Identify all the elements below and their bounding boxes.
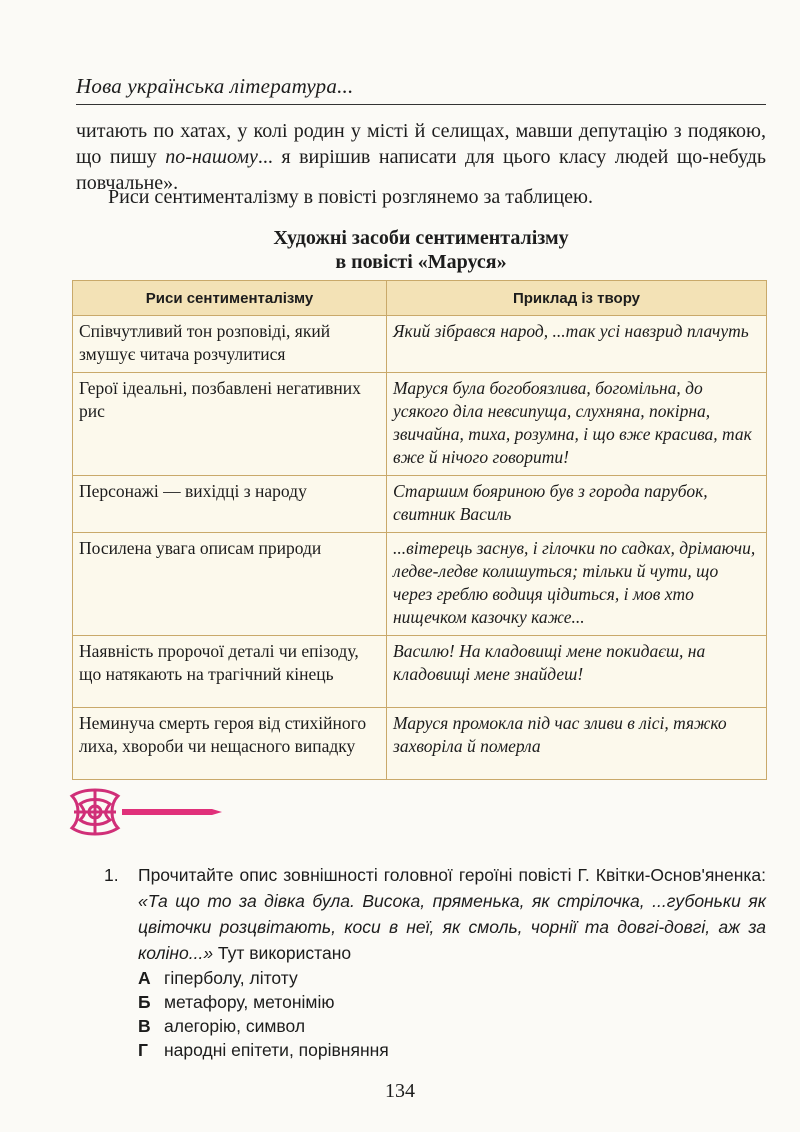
trait-cell: Наявність пророчої деталі чи епізоду, що натякають на трагічний кінець [73,636,387,708]
example-cell: Маруся промокла під час зливи в лісі, тяжко захворіла й померла [387,708,767,780]
question-text: Прочитайте опис зовнішності головної героїні повісті Г. Квітки-Основ'яненка: «Та що то за дівка була. Висока, пряменька, як стрілочка, ...губоньки як цвіточки розцвітають, коси в неї, як смоль, чорнії та довгі-довгі, аж за коліно...» Тут використано [138,865,766,963]
paragraph-lead: Риси сентименталізму в повісті розглянемо за таблицею. [108,186,593,208]
example-cell: Який зібрався народ, ...так усі навзрид плачуть [387,316,767,373]
answer-options [138,966,389,1062]
sentimentalism-table [72,280,767,780]
table-row [73,636,767,708]
trait-cell: Співчутливий тон розповіді, який змушує читача розчулитися [73,316,387,373]
question-number: 1. [104,865,119,885]
example-cell: ...вітерець заснув, і гілочки по садках, дрімаючи, ледве-ледве колишуться; тільки й чути, що через греблю водиця цідиться, і мов хто нищечком казочку каже... [387,533,767,636]
table-row [73,316,767,373]
trait-cell: Персонажі — вихідці з народу [73,476,387,533]
running-header: Нова українська література... [76,74,354,98]
answer-option-a[interactable]: А гіперболу, літоту [138,968,298,988]
question-quote: «Та що то за дівка була. Висока, пряменька, як стрілочка, ...губоньки як цвіточки розцвітають, коси в неї, як смоль, чорнії та довгі-довгі, аж за коліно...» [138,891,766,963]
section-marker-bar [122,806,222,818]
table-row [73,708,767,780]
answer-option-c[interactable]: В алегорію, символ [138,1016,306,1036]
trait-cell: Герої ідеальні, позбавлені негативних рис [73,373,387,476]
paragraph-intro: читають по хатах, у колі родин у місті й селищах, мавши депутацію з подякою, що пишу по-нашому... я вирішив написати для цього класу людей що-небудь повчальне». [76,120,767,194]
example-cell: Маруся була богобоязлива, богомільна, до усякого діла невсипуща, слухняна, покірна, звичайна, тиха, розумна, і що вже красива, так вже й нічого говорити! [387,373,767,476]
column-header-traits: Риси сентименталізму [73,281,387,316]
header-rule [76,104,766,105]
example-cell: Василю! На кладовищі мене покидаєш, на кладовищі мене знайдеш! [387,636,767,708]
answer-option-b[interactable]: Б метафору, метонімію [138,992,335,1012]
trait-cell: Посилена увага описам природи [73,533,387,636]
table-row [73,476,767,533]
trait-cell: Неминуча смерть героя від стихійного лиха, хвороби чи нещасного випадку [73,708,387,780]
answer-option-d[interactable]: Г народні епітети, порівняння [138,1040,389,1060]
celtic-knot-icon [66,786,124,838]
example-cell: Старшим бояриною був з города парубок, свитник Василь [387,476,767,533]
table-row [73,373,767,476]
column-header-examples: Приклад із твору [387,281,767,316]
table-title: Художні засоби сентименталізму в повісті «Маруся» [273,227,569,273]
page-number: 134 [385,1080,415,1102]
table-row [73,533,767,636]
emphasis-text: по-нашому [165,146,258,168]
question-1 [104,862,766,966]
